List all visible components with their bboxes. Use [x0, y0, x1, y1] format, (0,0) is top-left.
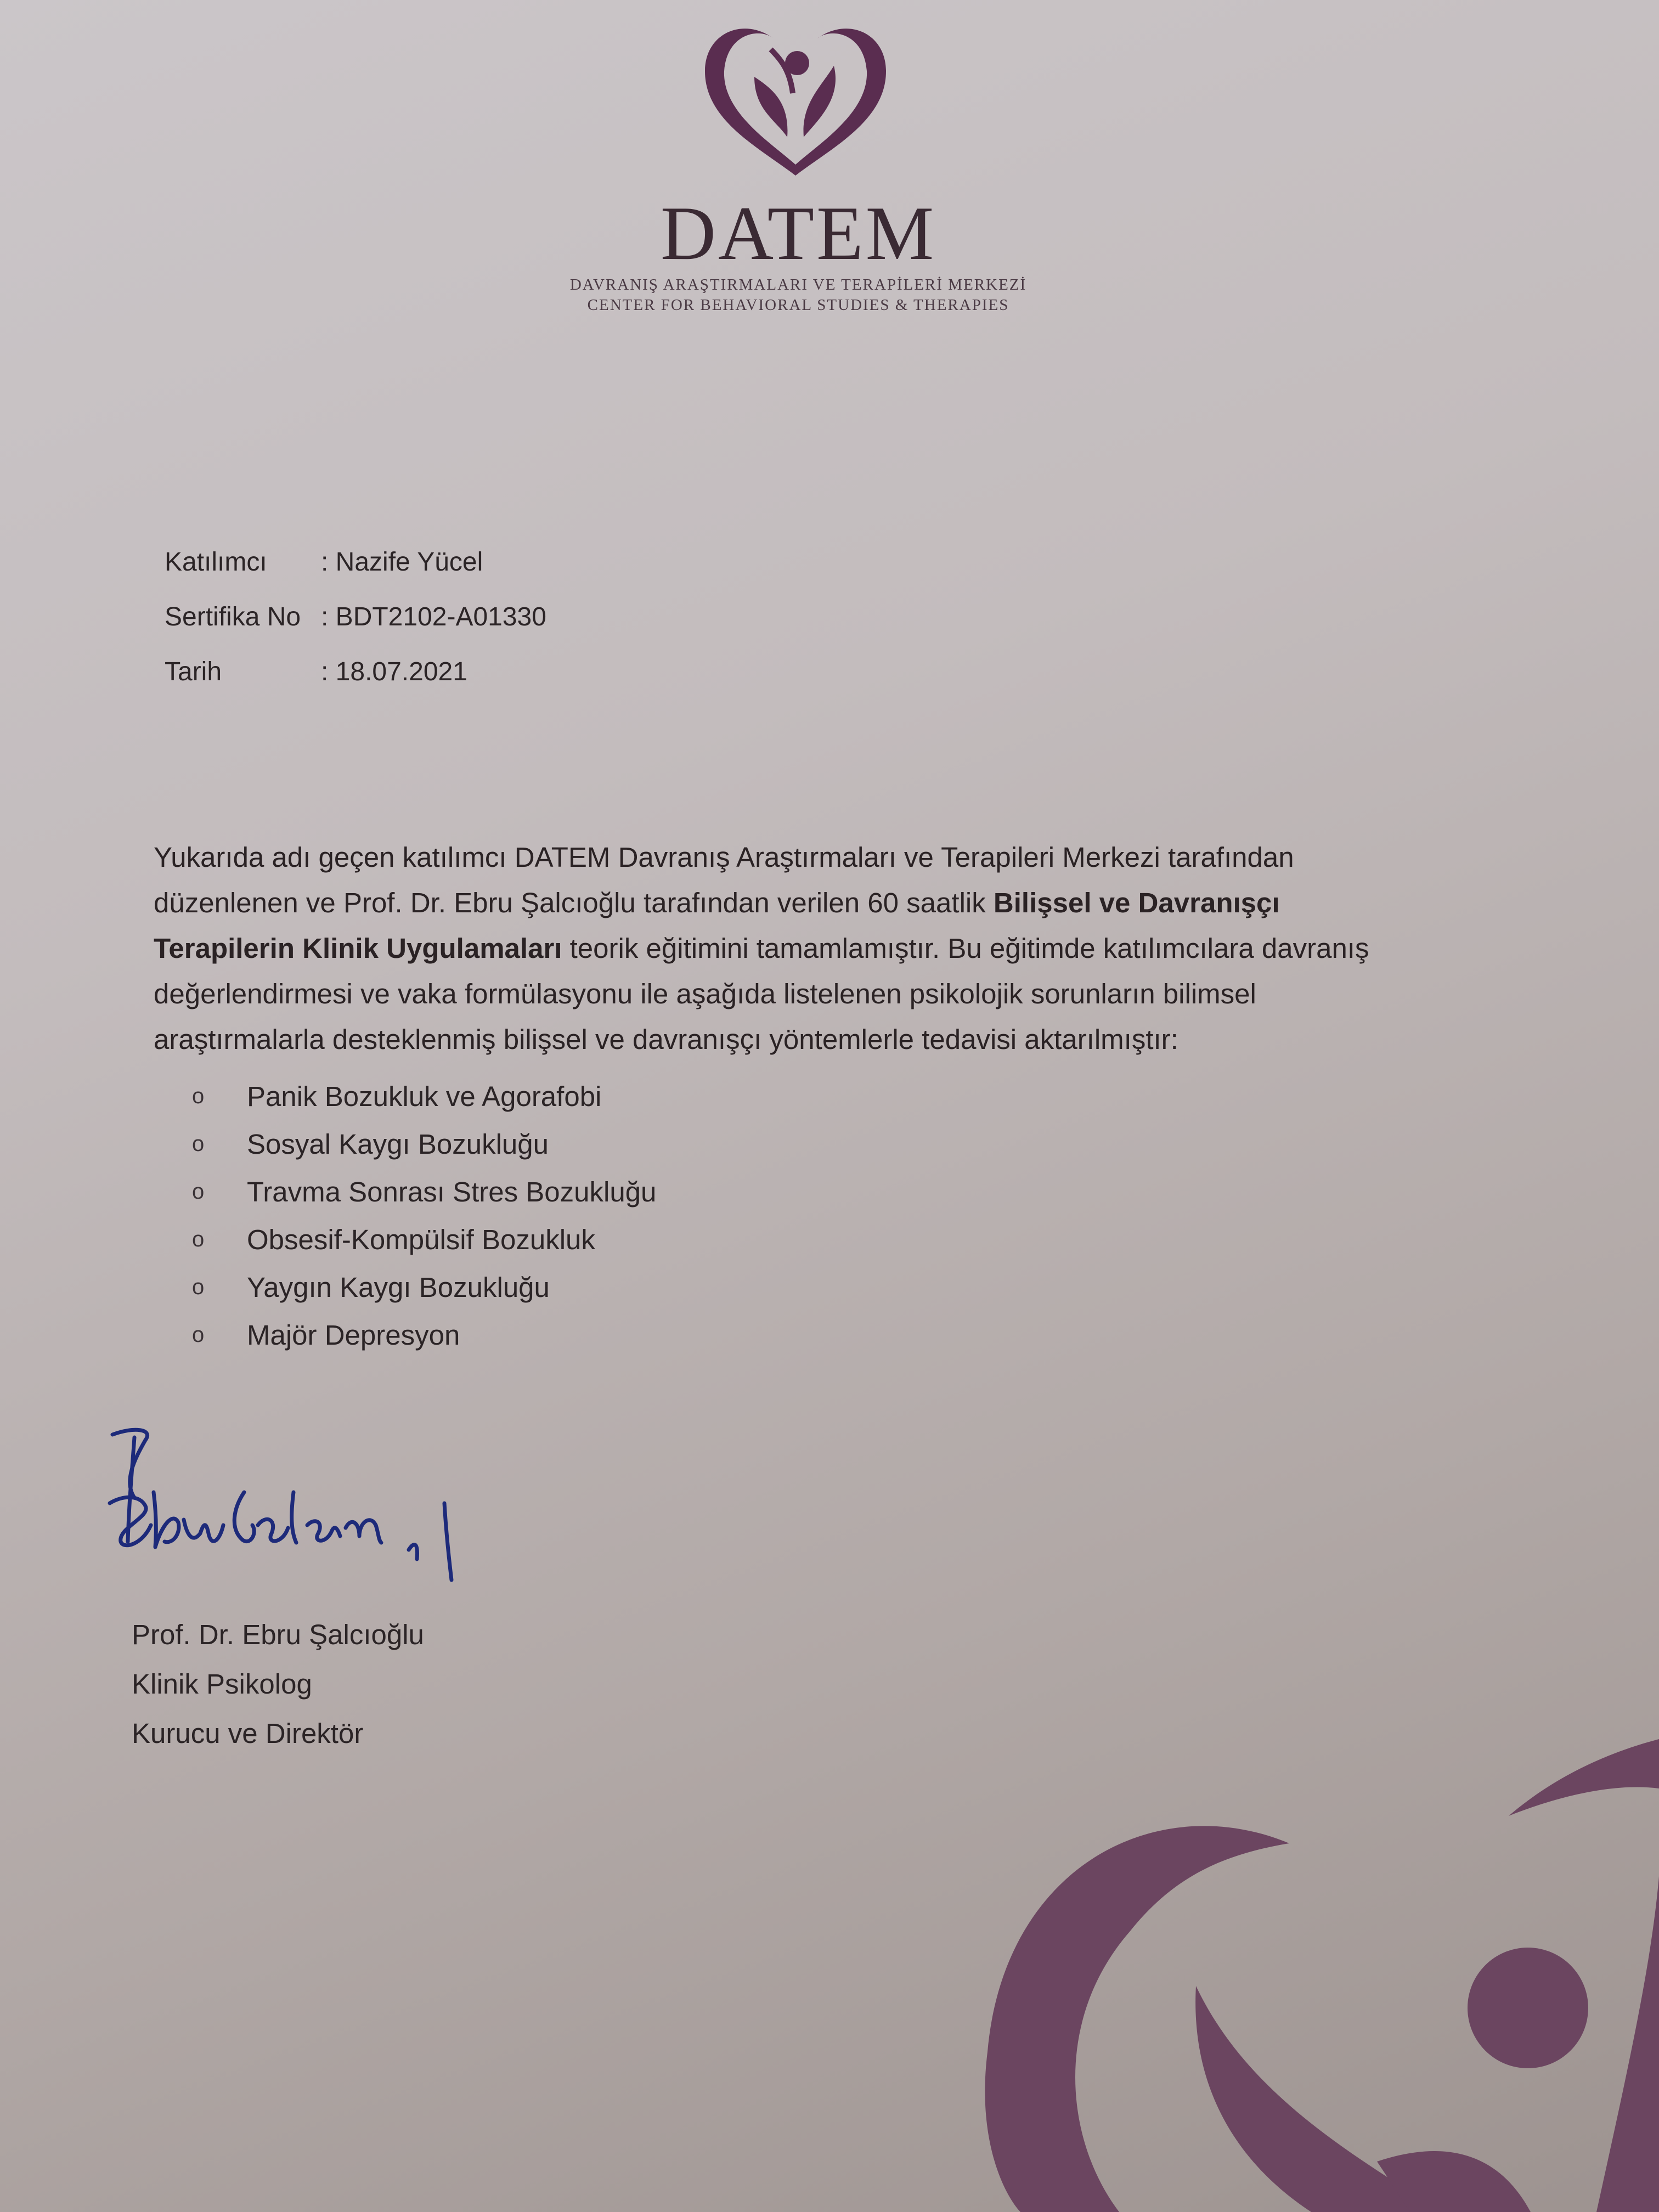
list-item-label: Panik Bozukluk ve Agorafobi: [247, 1081, 602, 1112]
list-item-label: Majör Depresyon: [247, 1319, 460, 1351]
certificate-info: [165, 535, 546, 699]
signer-title: Klinik Psikolog: [132, 1668, 312, 1700]
bullet: o: [192, 1132, 205, 1156]
body-text-part2: teorik eğitimini tamamlamıştır. Bu eğitimde katılımcılara davranış değerlendirmesi ve vaka formülasyonu ile aşağıda listelenen psikolojik sorunların bilimsel araştırmalarla desteklenmiş bilişsel ve davranışçı yöntemlerle tedavisi aktarılmıştır:: [154, 933, 1369, 1055]
list-item-label: Yaygın Kaygı Bozukluğu: [247, 1272, 550, 1303]
course-title: Bilişsel ve Davranışçı Terapilerin Klinik Uygulamaları: [154, 887, 1280, 964]
signer-role: Kurucu ve Direktör: [132, 1718, 364, 1749]
body-text-part1: Yukarıda adı geçen katılımcı DATEM Davranış Araştırmaları ve Terapileri Merkezi tarafından düzenlenen ve Prof. Dr. Ebru Şalcıoğlu tarafından verilen 60 saatlik: [154, 842, 1294, 918]
list-item: [192, 1168, 656, 1216]
certificate-number-value: : BDT2102-A01330: [321, 602, 546, 631]
list-item: [192, 1073, 656, 1120]
participant-label: Katılımcı: [165, 548, 267, 577]
datem-logo-icon: [694, 11, 897, 181]
certificate-number-label: Sertifika No: [165, 602, 301, 631]
signer-name: Prof. Dr. Ebru Şalcıoğlu: [132, 1619, 424, 1650]
topics-list: [192, 1073, 656, 1359]
bullet: o: [192, 1227, 205, 1251]
signer-block: [132, 1610, 424, 1758]
certificate-number-row: [165, 590, 546, 645]
brand-subtitle-tr: DAVRANIŞ ARAŞTIRMALARI VE TERAPİLERİ MERKEZİ: [569, 276, 1027, 294]
participant-row: [165, 535, 546, 590]
handwritten-signature: [101, 1415, 496, 1591]
decorative-logo-watermark: [960, 1712, 1659, 2212]
list-item-label: Travma Sonrası Stres Bozukluğu: [247, 1176, 657, 1207]
brand-name: DATEM: [660, 191, 936, 276]
list-item: [192, 1263, 656, 1311]
bullet: o: [192, 1275, 205, 1299]
bullet: o: [192, 1084, 205, 1108]
list-item: [192, 1120, 656, 1168]
list-item: [192, 1216, 656, 1263]
list-item: [192, 1311, 656, 1359]
list-item-label: Sosyal Kaygı Bozukluğu: [247, 1128, 549, 1160]
date-value: : 18.07.2021: [321, 657, 467, 686]
bullet: o: [192, 1323, 205, 1347]
date-row: [165, 645, 546, 699]
date-label: Tarih: [165, 657, 222, 686]
body-paragraph: [154, 834, 1404, 1062]
brand-subtitle-en: CENTER FOR BEHAVIORAL STUDIES & THERAPIES: [587, 296, 1009, 314]
participant-value: : Nazife Yücel: [321, 548, 483, 577]
bullet: o: [192, 1180, 205, 1204]
list-item-label: Obsesif-Kompülsif Bozukluk: [247, 1224, 595, 1255]
